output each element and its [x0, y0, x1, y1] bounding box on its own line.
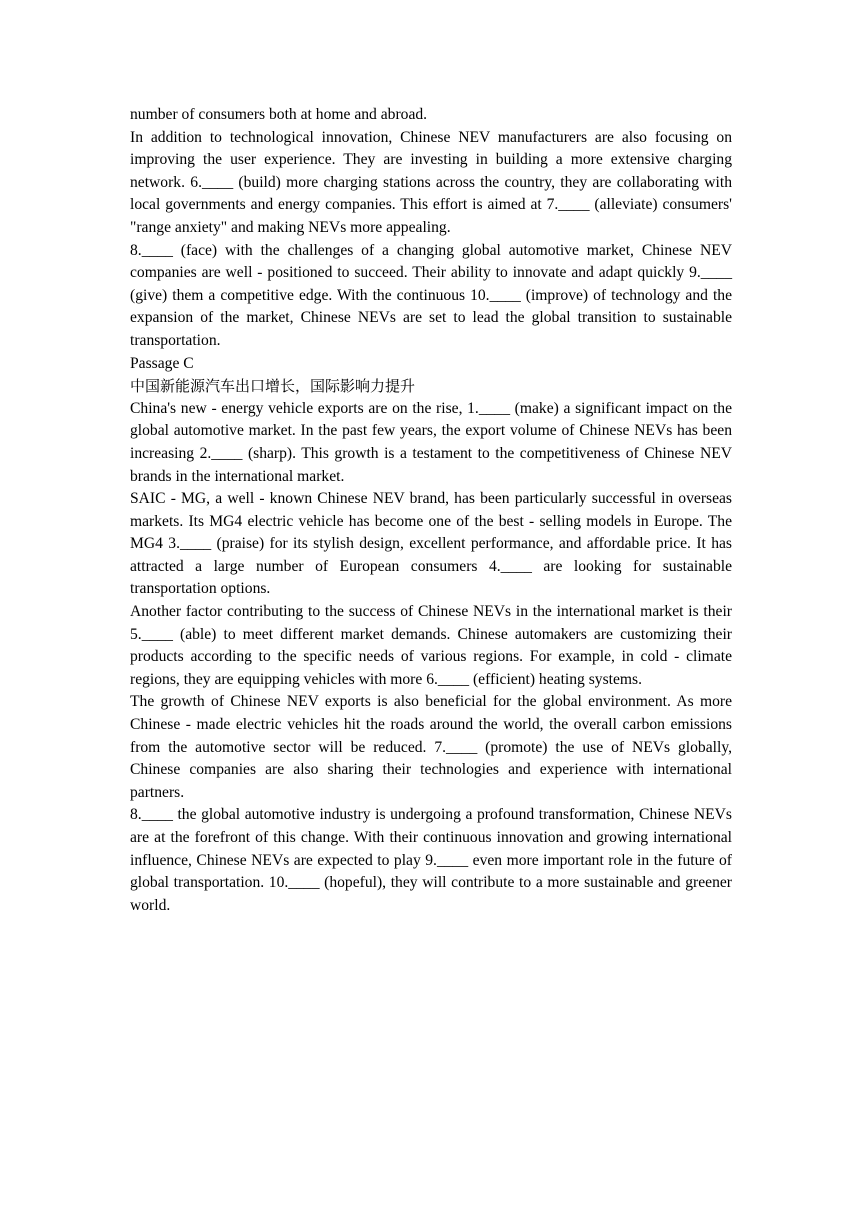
paragraph-saic-mg: SAIC - MG, a well - known Chinese NEV brand, has been particularly successful in overseas markets. Its MG4 electric vehicle has become one of the best - selling models in Europe. The MG4 3.____ (praise) for its stylish design, excellent performance, and affordable price. It has attracted a large number of European consumers 4.____ are looking for sustainable transportation options. — [130, 490, 732, 598]
passage-chinese-title: 中国新能源汽车出口增长，国际影响力提升 — [130, 377, 416, 396]
document-page — [130, 104, 732, 917]
paragraph-continuation: number of consumers both at home and abroad. — [130, 106, 428, 123]
paragraph-transformation: 8.____ the global automotive industry is undergoing a profound transformation, Chinese NEVs are at the forefront of this change. With their continuous innovation and growing international influence, Chinese NEVs are expected to play 9.____ even more important role in the future of global transportation. 10.____ (hopeful), they will contribute to a more sustainable and greener world. — [130, 806, 732, 914]
passage-title: Passage C — [130, 354, 194, 372]
paragraph-global-challenges: 8.____ (face) with the challenges of a changing global automotive market, Chinese NEV companies are well - positioned to succeed. Their ability to innovate and adapt quickly 9.____ (give) them a competitive edge. With the continuous 10.____ (improve) of technology and the expansion of the market, Chinese NEVs are set to lead the global transition to sustainable transportation. — [130, 241, 732, 349]
paragraph-market-demands: Another factor contributing to the success of Chinese NEVs in the international market is their 5.____ (able) to meet different market demands. Chinese automakers are customizing their products according to the specific needs of various regions. For example, in cold - climate regions, they are equipping vehicles with more 6.____ (efficient) heating systems. — [130, 603, 732, 688]
paragraph-environment: The growth of Chinese NEV exports is also beneficial for the global environment. As more Chinese - made electric vehicles hit the roads around the world, the overall carbon emissions from the automotive sector will be reduced. 7.____ (promote) the use of NEVs globally, Chinese companies are also sharing their technologies and experience with international partners. — [130, 693, 732, 801]
paragraph-exports-rise: China's new - energy vehicle exports are on the rise, 1.____ (make) a significant impact on the global automotive market. In the past few years, the export volume of Chinese NEVs has been increasing 2.____ (sharp). This growth is a testament to the competitiveness of Chinese NEV brands in the international market. — [130, 399, 732, 485]
paragraph-charging-network: In addition to technological innovation, Chinese NEV manufacturers are also focusing on improving the user experience. They are investing in building a more extensive charging network. 6.____ (build) more charging stations across the country, they are collaborating with local governments and energy companies. This effort is aimed at 7.____ (alleviate) consumers' "range anxiety" and making NEVs more appealing. — [130, 128, 732, 236]
